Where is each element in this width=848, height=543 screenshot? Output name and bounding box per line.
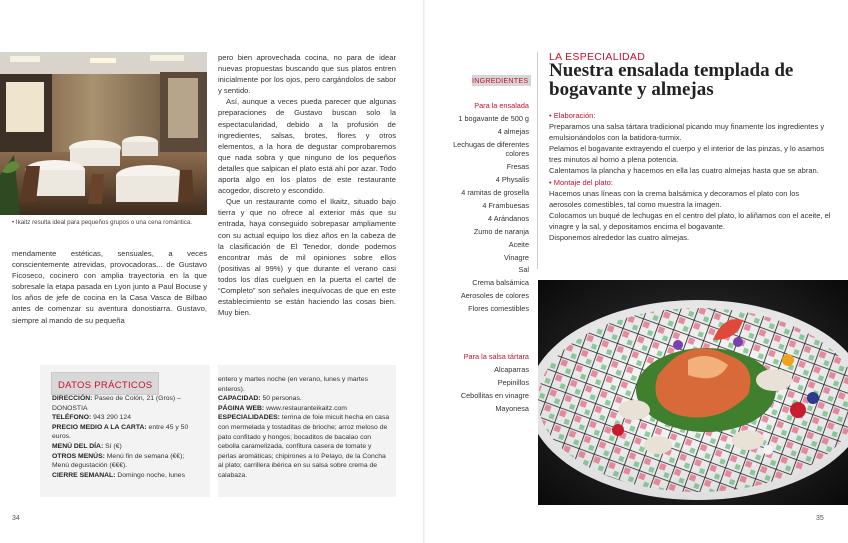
datos-value: terrina de foie micuit hecha en casa con mermelada y tostaditas de brioche; arroz meloso de pato confitado y hongos; bocaditos de bacalao con cebolla caramelizada, confitura casera de tomate y perlas aromáticas; chipirones a lo Pelayo, de la Concha al plato; carrillera ibérica en su salsa sobre crema de calabaza. — [218, 414, 390, 479]
article-column-1 — [12, 248, 207, 326]
instruction-step: Hacemos unas líneas con la crema balsámica y decoramos el plato con los aerosoles comestibles, tal como muestra la imagen. — [549, 188, 800, 209]
datos-item — [52, 413, 202, 423]
datos-label: DIRECCIÓN: — [52, 395, 93, 402]
column-1-paragraph: mendamente estéticas, sensuales, a veces conscientemente atrevidas, provocadoras... de Gustavo Ficoseco, cocinero con amplia trayectoria en la que sobresale la etapa pasada en Lyon junto a Paul Bocuse y los años de jefe de cocina en la Casa Vasca de Bilbao antes de comenzar su aventura donostiarra. Gustavo, siempre al mando de su pequeña — [12, 249, 207, 325]
ingredient-item: 1 bogavante de 500 g — [458, 113, 529, 123]
ingredient-item: 4 ramitas de grosella — [461, 188, 529, 198]
ingredients-title: INGREDIENTES — [472, 76, 529, 85]
montaje-heading: • Montaje del plato: — [549, 177, 613, 187]
ingredient-item: Zumo de naranja — [473, 226, 529, 236]
datos-item — [52, 452, 202, 471]
section-kicker: LA ESPECIALIDAD — [549, 51, 646, 63]
page-number-right: 35 — [816, 515, 824, 522]
recipe-title: Nuestra ensalada templada de bogavante y almejas — [549, 60, 794, 100]
datos-item — [52, 471, 202, 481]
elaboracion-heading: • Elaboración: — [549, 111, 596, 120]
column-2-paragraph-1: pero bien aprovechada cocina, no para de idear nuevas propuestas buscando que sus platos entren inicialmente por los ojos, pero cargándolos de sabor y sentido. — [218, 53, 396, 96]
instruction-step: Preparamos una salsa tártara tradicional picando muy finamente los ingredientes y emulsionándolos con la batidora-turmix. — [549, 122, 825, 143]
datos-item — [218, 375, 390, 394]
datos-title: DATOS PRÁCTICOS — [58, 380, 153, 391]
datos-label: PRECIO MEDIO A LA CARTA: — [52, 423, 147, 431]
ingredients-salad-list — [452, 101, 529, 317]
ingredient-item: Alcaparras — [494, 364, 529, 374]
datos-label: TELÉFONO: — [52, 414, 92, 422]
caption-bullet: • — [12, 219, 15, 226]
datos-value: 50 personas. — [262, 395, 302, 403]
instruction-step: Colocamos un buqué de lechugas en el centro del plato, lo aliñamos con el aceite, el vinagre y la sal, y depositamos encima el bogavante. — [549, 210, 831, 231]
datos-value: Paseo de Colón, 21 (Gros) – DONOSTIA — [52, 395, 181, 412]
ingredient-item: Cebollitas en vinagre — [460, 390, 529, 400]
ingredient-item: Crema balsámica — [472, 278, 529, 288]
ingredient-item: 4 Arándanos — [488, 213, 529, 223]
ingredient-item: Aerosoles de colores — [460, 291, 529, 301]
datos-value: 943 290 124 — [93, 414, 131, 422]
datos-item — [52, 442, 202, 452]
ingredient-item: 4 almejas — [497, 126, 529, 136]
datos-value: www.restauranteikaitz.com — [266, 404, 347, 412]
ingredient-item: Flores comestibles — [468, 304, 529, 314]
datos-item — [218, 404, 390, 414]
ingredient-item: Fresas — [506, 162, 529, 172]
datos-item — [52, 394, 202, 413]
datos-item — [52, 423, 202, 442]
ingredient-item: 4 Frambuesas — [482, 200, 529, 210]
ingredient-item: Mayonesa — [495, 403, 529, 413]
datos-label: ESPECIALIDADES: — [218, 414, 280, 422]
instruction-step: Disponemos alrededor las cuatro almejas. — [549, 233, 690, 243]
datos-label: MENÚ DEL DÍA: — [52, 442, 104, 450]
datos-value: entero y martes noche (en verano, lunes y martes enteros). — [218, 376, 368, 393]
datos-value: Domingo noche, lunes — [117, 471, 185, 479]
datos-label: CIERRE SEMANAL: — [52, 471, 116, 479]
restaurant-photo — [0, 52, 207, 215]
page-number-left: 34 — [12, 515, 20, 522]
ingredients-header — [472, 75, 531, 86]
datos-list-right — [218, 375, 390, 481]
ingredients-sauce-list — [452, 352, 529, 416]
ingredients-section-title: Para la ensalada — [474, 101, 529, 110]
dish-photo — [538, 280, 848, 505]
ingredient-item: Pepinillos — [497, 377, 529, 387]
photo-caption — [12, 219, 202, 227]
ingredient-item: Vinagre — [503, 252, 529, 262]
article-column-2 — [218, 52, 396, 318]
datos-value: entre 45 y 50 euros. — [52, 423, 189, 441]
column-2-paragraph-2: Así, aunque a veces pueda parecer que algunas preparaciones de Gustavo buscan solo la espectacularidad, debido a la profusión de ingredientes, salsas, brotes, flores y otros elementos, a la hora de degustar comprobaremos que nada sobra y que ninguno de los pequeños detalles que salpican el plato está ahí por azar. Todo aporta algo en los platos de este restaurante acogedor, discreto y escondido. — [218, 97, 396, 196]
datos-list-left — [52, 394, 202, 480]
spread-gutter — [423, 0, 425, 543]
ingredient-item: Lechugas de diferentes colores — [453, 139, 529, 159]
datos-item — [218, 394, 390, 404]
column-divider — [537, 52, 538, 269]
datos-title-tab — [51, 372, 159, 395]
ingredient-item: 4 Physalis — [495, 175, 529, 185]
instruction-step: Calentamos la plancha y hacemos en ella las cuatro almejas hasta que se abran. — [549, 166, 819, 176]
ingredients-section-title: Para la salsa tártara — [463, 352, 529, 361]
ingredient-item: Sal — [518, 265, 529, 275]
instruction-step: Pelamos el bogavante extrayendo el cuerpo y el interior de las pinzas, y lo asamos tres minutos al horno a plena potencia. — [549, 144, 825, 165]
column-2-paragraph-3: Que un restaurante como el Ikaitz, situado bajo tierra y que no ofrece al exterior más que su entrada, haya conseguido sobrepasar ampliamente con su actual equipo los diez años en la cabeza de la clasificación de El Tenedor, donde podemos encontrar más de mil opiniones sobre ellos (positivas al 99%) y que durante el verano casi todos los días cuelguen en la puerta el cartel de “Completo” son señales inequívocas de que en este establecimiento se están haciendo las cosas bien. Muy bien. — [218, 197, 396, 318]
recipe-instructions — [549, 110, 831, 243]
datos-value: Menú fin de semana (€€); Menú degustación (€€€). — [52, 452, 185, 470]
datos-label: PÁGINA WEB: — [218, 404, 265, 412]
ingredient-item: Aceite — [508, 239, 529, 249]
datos-item — [218, 413, 390, 480]
datos-value: Sí (€) — [105, 442, 122, 450]
datos-label: CAPACIDAD: — [218, 395, 261, 403]
datos-label: OTROS MENÚS: — [52, 452, 105, 460]
caption-text: Ikaitz resulta ideal para pequeños grupos o una cena romántica. — [15, 219, 193, 226]
